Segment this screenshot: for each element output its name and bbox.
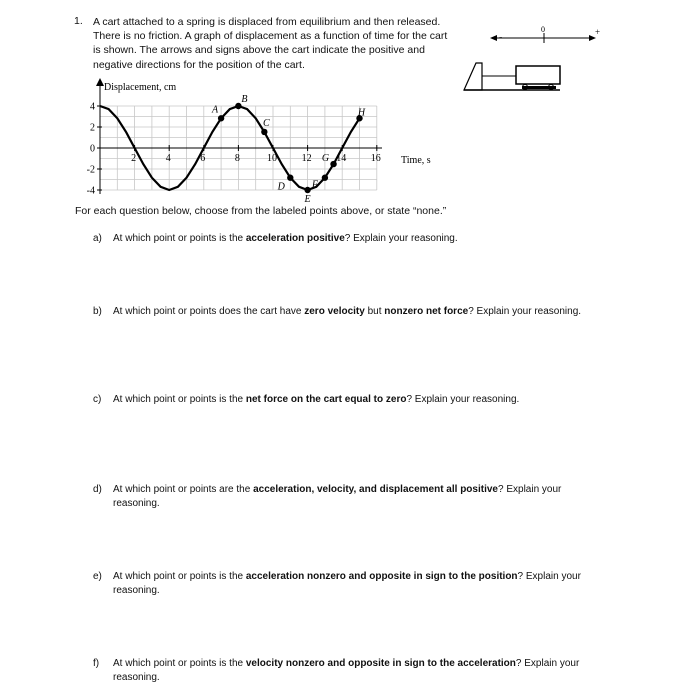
point-a	[218, 115, 224, 121]
point-d	[287, 175, 293, 181]
part-letter: d)	[93, 484, 102, 495]
x-axis-label: Time, s	[401, 155, 431, 166]
point-label-b: B	[241, 94, 248, 105]
point-e	[304, 187, 310, 193]
part-text: At which point or points are the acceleration, velocity, and displacement all positive? Explain your reasoning.	[113, 484, 562, 509]
y-axis-arrowhead	[96, 78, 104, 86]
question-intro: A cart attached to a spring is displaced from equilibrium and then released. There is no friction. A graph of displacement as a function of time for the cart is shown. The arrows and signs above the cart indicate the positive and negative directions for the position of the cart.	[93, 16, 448, 71]
point-c	[261, 129, 267, 135]
point-label-d: D	[277, 181, 285, 193]
question-number: 1.	[74, 15, 83, 27]
y-axis-label: Displacement, cm	[104, 82, 177, 93]
point-label-h: H	[357, 107, 366, 119]
instructions: For each question below, choose from the labeled points above, or state “none.”	[75, 205, 447, 217]
point-f	[322, 175, 328, 181]
plus-sign: +	[595, 27, 601, 37]
y-tick-label: -2	[86, 164, 95, 176]
point-label-c: C	[263, 117, 270, 129]
part-text: At which point or points is the acceleration nonzero and opposite in sign to the position? Explain your reasoning.	[113, 571, 581, 596]
x-tick-label: 2	[131, 153, 137, 164]
cart-spring-diagram	[460, 18, 620, 98]
y-tick-label: 2	[90, 122, 95, 134]
x-tick-label: 12	[301, 153, 312, 164]
part-letter: e)	[93, 571, 102, 582]
y-tick-label: 4	[90, 101, 95, 113]
negative-arrowhead	[490, 35, 497, 41]
part-text: At which point or points is the acceleration positive? Explain your reasoning.	[113, 233, 458, 244]
part-letter: f)	[93, 658, 100, 669]
x-tick-label: 8	[234, 153, 240, 164]
part-text: At which point or points does the cart have zero velocity but nonzero net force? Explain your reasoning.	[113, 306, 582, 317]
x-tick-label: 4	[165, 153, 171, 164]
y-tick-label: -4	[86, 185, 95, 197]
y-tick-label: 0	[90, 143, 95, 155]
part-letter: a)	[93, 233, 102, 244]
displacement-graph	[72, 76, 472, 205]
part-text: At which point or points is the velocity nonzero and opposite in sign to the acceleration? Explain your reasoning.	[113, 658, 580, 683]
part-letter: c)	[93, 394, 102, 405]
part-text: At which point or points is the net force on the cart equal to zero? Explain your reasoning.	[113, 394, 520, 405]
minus-sign: -	[499, 32, 503, 43]
point-label-f: F	[311, 179, 318, 191]
graph-axes	[96, 78, 382, 194]
x-tick-label: 14	[336, 153, 347, 164]
cart-base	[522, 86, 556, 89]
point-label-g: G	[321, 153, 330, 165]
point-label-e: E	[304, 194, 311, 205]
zero-label: 0	[541, 25, 545, 34]
cart-icon	[516, 66, 560, 84]
x-tick-label: 6	[200, 153, 206, 164]
point-label-a: A	[212, 104, 219, 116]
x-tick-label: 10	[267, 153, 277, 164]
point-g	[330, 161, 336, 167]
x-tick-label: 16	[370, 153, 381, 164]
part-letter: b)	[93, 306, 102, 317]
